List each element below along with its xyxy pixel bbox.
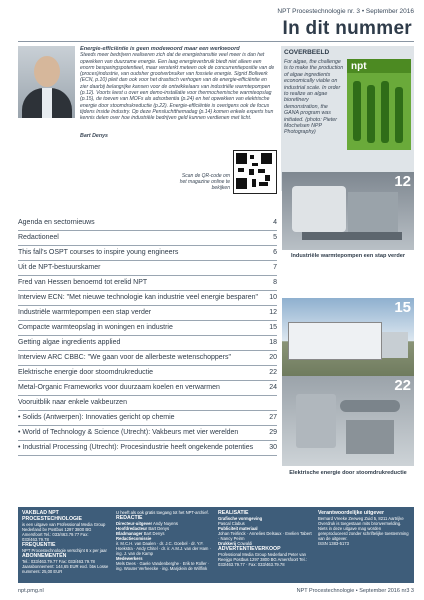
photo-page-22: 22: [394, 377, 411, 394]
photo-heat-storage[interactable]: [282, 298, 414, 376]
colophon-role-committee: Redactiecomissie: [116, 536, 152, 541]
toc-entry[interactable]: [18, 396, 277, 411]
website-link[interactable]: npt.pmg.nl: [18, 588, 44, 594]
qr-caption: Scan de QR-code om het magazine online te bekijken: [179, 173, 230, 191]
colophon-publisher: is een uitgave van Professional Media Group Nederland bv Postbus 1297 3800 BG Amersfoort Tel.: 033/463.79.77 Fax: 033/463.79.78: [22, 522, 106, 542]
colophon-manager: Bart Denys: [143, 531, 165, 536]
page-title: In dit nummer: [282, 18, 412, 39]
editor-portrait: [18, 46, 75, 118]
toc-entry-page: 12: [269, 309, 277, 316]
toc-entry-page: 7: [273, 264, 277, 271]
toc-entry-page: 29: [269, 429, 277, 436]
cover-brand: npt: [351, 61, 367, 72]
toc-entry-title: Agenda en sectornieuws: [18, 219, 95, 226]
colophon-materials: Johan Teirlinck · Annelies Delsaux · Evelien Tabert · Nancy Peirm: [218, 531, 312, 541]
colophon-role-contributors: Medewerkers: [116, 556, 143, 561]
colophon-ads-heading: ADVERTENTIEVERKOOP: [218, 546, 281, 552]
toc-entry-page: 27: [269, 414, 277, 421]
toc-entry[interactable]: [18, 351, 277, 366]
photo-steam-pressure[interactable]: [282, 376, 414, 466]
toc-entry[interactable]: [18, 306, 277, 321]
toc-entry-title: This fall's OSPT courses to inspire young engineers: [18, 249, 179, 256]
toc-entry[interactable]: [18, 261, 277, 276]
cover-image[interactable]: [347, 59, 411, 150]
toc-entry[interactable]: [18, 321, 277, 336]
toc-entry-title: Vooruitblik naar enkele vakbeurzen: [18, 399, 127, 406]
toc-entry[interactable]: [18, 441, 277, 456]
editorial-lead: Energie-efficiëntie is geen modewoord maar een werkwoord: [80, 46, 240, 52]
toc-entry-page: 24: [269, 384, 277, 391]
editorial-intro: [80, 46, 276, 122]
colophon-role-design: Grafische vormgeving: [218, 516, 263, 521]
colophon-role-printer: Drukkerij: [218, 541, 237, 546]
toc-entry-page: 22: [269, 369, 277, 376]
toc-entry-title: Fred van Hessen benoemd tot erelid NPT: [18, 279, 148, 286]
toc-entry-page: 4: [273, 219, 277, 226]
colophon-col-3: [218, 510, 312, 567]
toc-entry-page: 30: [269, 444, 277, 451]
toc-entry-title: • World of Technology & Science (Utrecht): Vakbeurs met vier werelden: [18, 429, 239, 436]
colophon-frequency: NPT Procestechnologie verschijnt 6 x per jaar: [22, 548, 107, 553]
toc-entry[interactable]: [18, 216, 277, 231]
toc-entry[interactable]: [18, 426, 277, 441]
toc-entry[interactable]: [18, 411, 277, 426]
toc-entry-title: Metal-Organic Frameworks voor duurzaam koelen en verwarmen: [18, 384, 220, 391]
toc-entry[interactable]: [18, 276, 277, 291]
colophon-responsible-heading: Verantwoordelijke uitgever: [318, 510, 385, 516]
toc-entry-title: Redactioneel: [18, 234, 59, 241]
colophon-printer: Cowaldi: [237, 541, 253, 546]
colophon-subscriptions: Tel.: 033/463.79.77 Fax: 033/463.79.78 Jaarabonnement: 144,65 EUR excl. btw Losse nummers: 25,00 EUR: [22, 559, 109, 574]
toc-entry-page: 6: [273, 249, 277, 256]
colophon-ads: Professional Media Group Nederland Peter van Reeijgo Postbus 1297 3800 BG Amersfoort Tel.: 033/463.79.77 · Fax: 033/463.79.78: [218, 552, 307, 567]
colophon-role-manager: Bladmanager: [116, 531, 143, 536]
colophon-editorial-heading: REDACTIE: [116, 515, 143, 521]
page-footer-info: NPT Procestechnologie • September 2016 nr3 3: [296, 588, 414, 594]
header-divider: [18, 41, 414, 42]
colophon-role-materials: Publiciteit materiaal: [218, 526, 258, 531]
caption-heat-pumps: Industriële warmtepompen een stap verder: [290, 253, 406, 259]
toc-entry-title: Uit de NPT-bestuurskamer: [18, 264, 101, 271]
colophon-responsible: Bernard Vreeke Zeeweg Zuid 5, 8211 Aartrijke: [318, 516, 404, 521]
toc-entry-page: 15: [269, 324, 277, 331]
qr-code[interactable]: [233, 150, 277, 194]
colophon-role-director: Directeur-uitgever: [116, 521, 153, 526]
colophon-director: Andy Nuyens: [153, 521, 178, 526]
photo-page-15: 15: [394, 299, 411, 316]
photo-heat-pumps[interactable]: [282, 172, 414, 250]
toc-entry[interactable]: [18, 366, 277, 381]
toc-entry-title: Getting algae ingredients applied: [18, 339, 121, 346]
editorial-body: Steeds meer bedrijven realiseren zich dat de energietransitie veel meer is dan het opwekken van duurzame energie. Een laag energieverbruik biedt niet alleen een enorm besparingspotentieel, maar versterkt meteen ook de concurrentiepositie van de (proces)industrie, van oudsher grootverbruiker van fossiele energie. Sigrid Bollwerk (ECN, p.10) pleit dan ook voor het drastisch verhogen van de energie-efficiëntie en zier daarbij belangrijke kansen voor de ontwikkelaars van industriële warmtepompen (p.12). Voorts leest u over een demo-installatie voor thermochemische warmteopslag (p.15), de toeven van MOFs als adsorbentia (p.24) en het opwekken van elektrische energie door stoomdrukreductie (p.22). Energie-efficiëntie is overigens ook de focus tijdens Inside Industry. Op deze Pensluchtthemadag (p.14) komen enkele experts hun kennis delen over hoe industriële bedrijven geld kunnen verdienen met licht.: [80, 52, 275, 122]
colophon-production-heading: REALISATIE: [218, 510, 249, 516]
colophon-col-2: [116, 510, 212, 571]
colophon-col-4: [318, 510, 410, 546]
colophon-archive: U heeft als ook gratis toegang tot het NPT-archief.: [116, 510, 209, 515]
toc-entry-page: 8: [273, 279, 277, 286]
cover-label: COVERBEELD: [284, 49, 330, 56]
toc-entry[interactable]: [18, 291, 277, 306]
colophon: [18, 507, 414, 583]
table-of-contents: [18, 216, 277, 456]
caption-steam-pressure: Elektrische energie door stoomdrukreductie: [289, 470, 407, 476]
cover-text: For algae, the challenge is to make the production of algae ingredients economically viable on industrial scale. In order to realize an algae biorefinery demonstration, the GANA program was initiated. (photo: Pieter Mochelsen NPP Photography): [284, 59, 344, 136]
toc-entry-title: Elektrische energie door stoomdrukreductie: [18, 369, 154, 376]
toc-entry-title: • Industrial Processing (Utrecht): Procesindustrie heeft ongekende potenties: [18, 444, 254, 451]
toc-entry-page: 20: [269, 354, 277, 361]
colophon-committee: ir. M.C.H. van Daalen · dr. J.C. Goebel · dr. Y.F. Hoekstra · Andy Chitel · dr. ir. A.M.J. van der Ham · ing. J. van de Kamp: [116, 541, 211, 556]
toc-entry[interactable]: [18, 246, 277, 261]
colophon-copyright: Overdruk is toegestaan mits bronvermelding. Niets in deze uitgave mag worden gereproduceerd zonder schriftelijke toestemming van de uitgever.: [318, 521, 409, 541]
toc-entry-page: 5: [273, 234, 277, 241]
colophon-issn: ISSN 1383-5173: [318, 541, 349, 546]
colophon-subscriptions-heading: ABONNEMENTEN: [22, 553, 67, 559]
colophon-design: Pascal Clabus: [218, 521, 245, 526]
toc-entry-title: Interview ECN: "Met nieuwe technologie kan industrie veel energie besparen": [18, 294, 258, 301]
cover-box: [281, 46, 414, 191]
toc-entry-title: Interview ARC CBBC: "We gaan voor de allerbeste wetenschoppers": [18, 354, 232, 361]
toc-entry-title: • Solids (Antwerpen): Innovaties gericht op chemie: [18, 414, 175, 421]
header-line: NPT Procestechnologie nr. 3 • September 2016: [277, 8, 414, 15]
colophon-frequency-heading: FREQUENTIE: [22, 542, 56, 548]
photo-page-12: 12: [394, 173, 411, 190]
colophon-contributors: Mels Dees · Gaele Vandenberghe · Erik te Roller · ing. Wouter Verheecke · ing. Marjolein de Willfink: [116, 561, 210, 571]
colophon-col-1: [22, 510, 110, 574]
toc-entry-page: 10: [269, 294, 277, 301]
editorial-signature: Bart Denys: [80, 133, 108, 139]
toc-entry-title: Compacte warmteopslag in woningen en industrie: [18, 324, 173, 331]
portrait-shirt: [42, 88, 52, 118]
toc-entry[interactable]: [18, 336, 277, 351]
toc-entry-page: 18: [269, 339, 277, 346]
toc-entry[interactable]: [18, 381, 277, 396]
colophon-role-editor: Hoofdredacteur: [116, 526, 148, 531]
colophon-magazine: VAKBLAD NPT PROCESTECHNOLOGIE: [22, 510, 82, 522]
portrait-head: [34, 56, 60, 87]
colophon-editor: Bart Denys: [148, 526, 170, 531]
toc-entry-title: Industriële warmtepompen een stap verder: [18, 309, 152, 316]
toc-entry[interactable]: [18, 231, 277, 246]
